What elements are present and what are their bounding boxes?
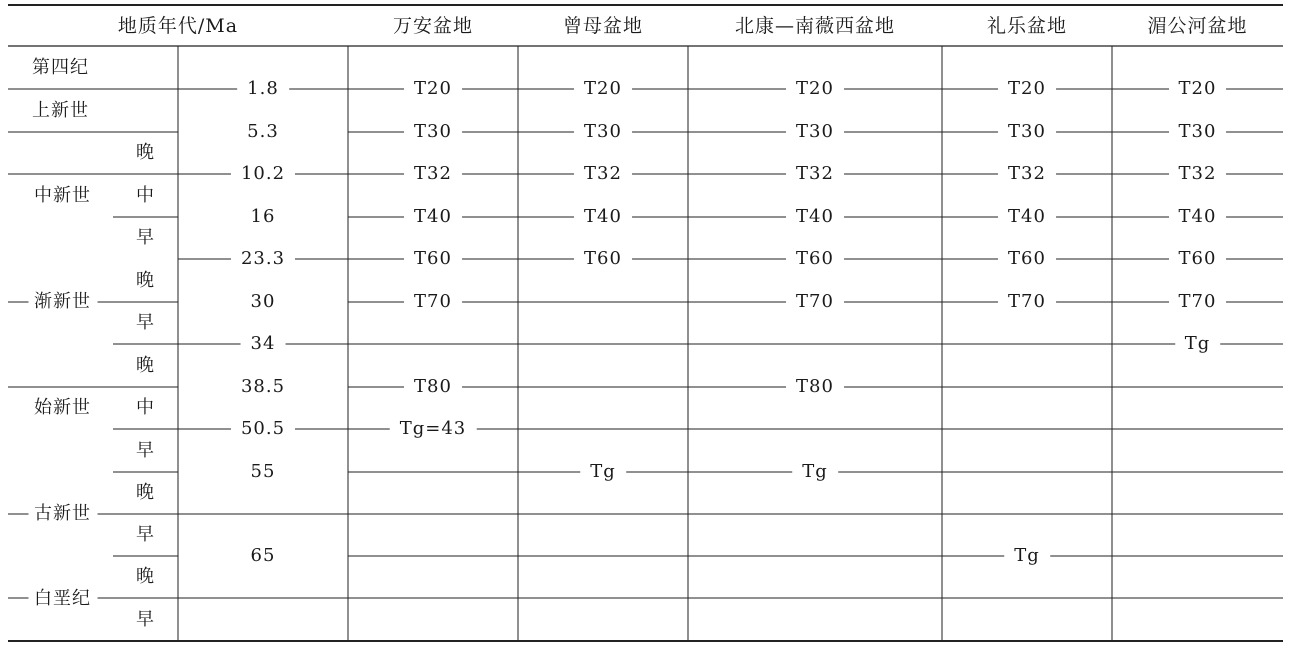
era-label: 中新世 [28,185,97,207]
reflector-label: T60 [998,248,1056,270]
reflector-label: T70 [404,291,462,313]
age-label: 50.5 [231,418,295,440]
subepoch-label: 晚 [132,482,159,504]
era-label: 白垩纪 [28,588,97,610]
reflector-label: T80 [404,376,462,398]
reflector-label: T32 [786,163,844,185]
reflector-label: T20 [998,78,1056,100]
reflector-label: T20 [404,78,462,100]
age-label: 55 [241,461,286,483]
era-label: 古新世 [28,503,97,525]
reflector-label: T30 [1169,121,1227,143]
reflector-label: T60 [786,248,844,270]
subepoch-label: 晚 [132,566,159,588]
reflector-label: T20 [1169,78,1227,100]
reflector-label: T30 [574,121,632,143]
subepoch-label: 早 [132,312,159,334]
reflector-label: T40 [998,206,1056,228]
header-basin: 曾母盆地 [559,15,647,37]
age-label: 10.2 [231,163,295,185]
reflector-label: T70 [1169,291,1227,313]
era-label: 渐新世 [28,291,97,313]
reflector-label: T70 [998,291,1056,313]
reflector-label: T30 [404,121,462,143]
reflector-label: T32 [998,163,1056,185]
subepoch-label: 中 [132,185,159,207]
header-basin: 礼乐盆地 [983,15,1071,37]
age-label: 30 [241,291,286,313]
reflector-label: T40 [786,206,844,228]
reflector-label: T70 [786,291,844,313]
header-basin: 北康—南薇西盆地 [731,15,899,37]
subepoch-label: 中 [132,397,159,419]
reflector-label: T60 [574,248,632,270]
age-label: 5.3 [237,121,289,143]
reflector-label: Tg [792,461,838,483]
reflector-label: T32 [404,163,462,185]
reflector-label: T60 [404,248,462,270]
reflector-label: T20 [786,78,844,100]
reflector-label: T40 [574,206,632,228]
subepoch-label: 晚 [132,270,159,292]
age-label: 34 [241,333,286,355]
reflector-label: T32 [574,163,632,185]
subepoch-label: 早 [132,524,159,546]
header-basin: 万安盆地 [389,15,477,37]
age-label: 1.8 [237,78,289,100]
reflector-label: Tg=43 [390,418,477,440]
reflector-label: T60 [1169,248,1227,270]
header-basin: 湄公河盆地 [1143,15,1251,37]
reflector-label: T32 [1169,163,1227,185]
reflector-label: T30 [786,121,844,143]
reflector-label: T80 [786,376,844,398]
era-label: 上新世 [26,100,95,122]
age-label: 38.5 [231,376,295,398]
era-label: 第四纪 [26,57,95,79]
reflector-label: T20 [574,78,632,100]
header-geologic-age: 地质年代/Ma [114,15,242,37]
reflector-label: Tg [1004,545,1050,567]
subepoch-label: 早 [132,609,159,631]
age-label: 16 [241,206,286,228]
subepoch-label: 早 [132,440,159,462]
subepoch-label: 晚 [132,142,159,164]
era-label: 始新世 [28,397,97,419]
age-label: 65 [241,545,286,567]
reflector-label: Tg [580,461,626,483]
reflector-label: T40 [1169,206,1227,228]
age-label: 23.3 [231,248,295,270]
subepoch-label: 早 [132,227,159,249]
reflector-label: T30 [998,121,1056,143]
reflector-label: Tg [1175,333,1221,355]
reflector-label: T40 [404,206,462,228]
subepoch-label: 晚 [132,355,159,377]
